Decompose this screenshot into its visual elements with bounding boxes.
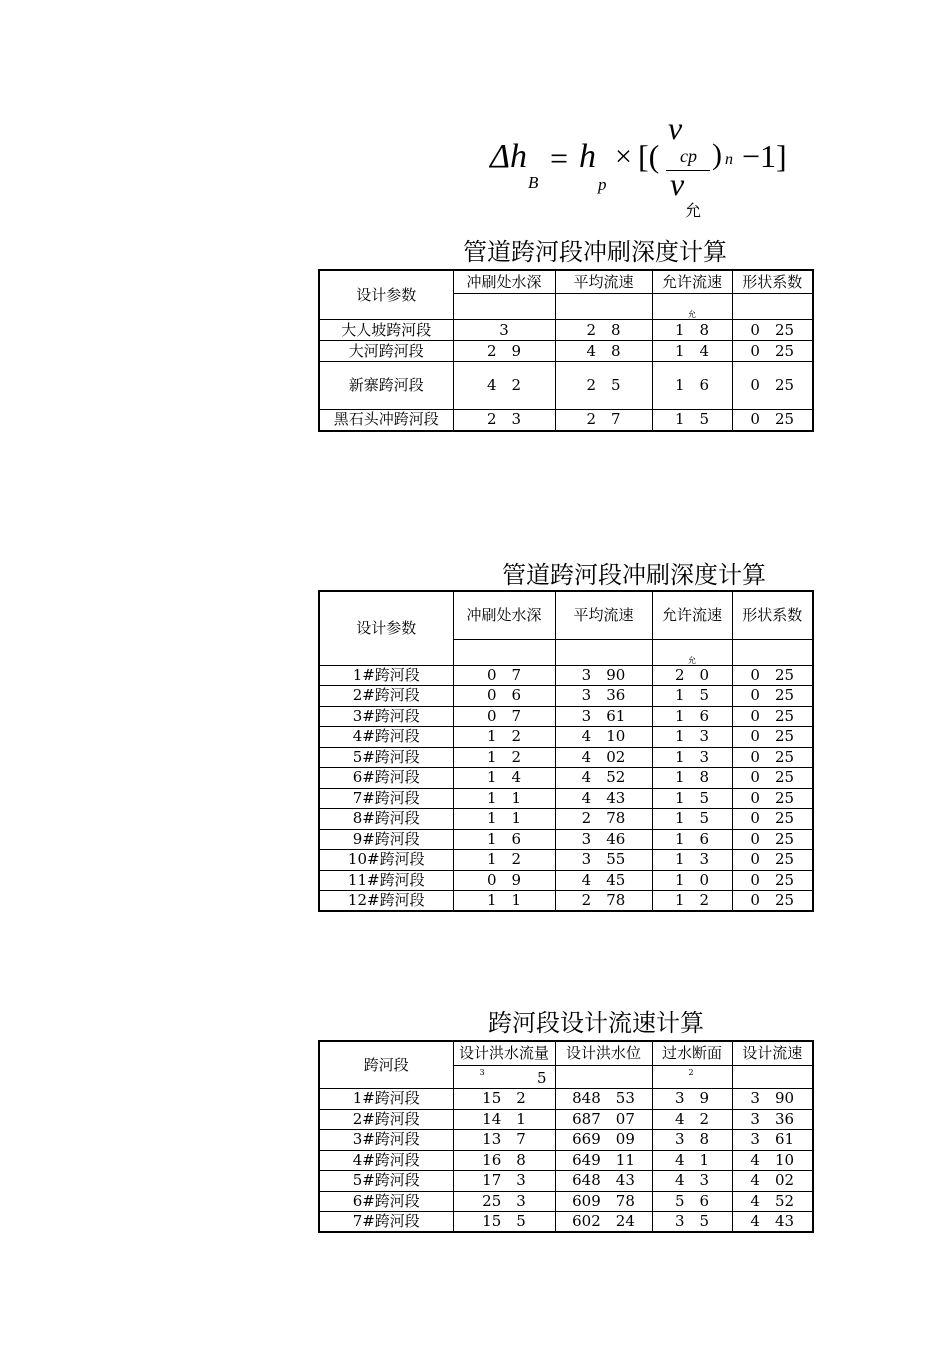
cell-avg: 3 36 [555,686,652,707]
row-name: 7#跨河段 [319,1212,453,1233]
cell-allow: 1 5 [652,410,732,431]
cell-level: 687 07 [555,1109,652,1130]
cell-depth: 0 7 [453,665,555,686]
table-row [319,1191,813,1212]
cell-avg: 2 78 [555,809,652,830]
cell-allow: 1 0 [652,870,732,891]
cell-shape: 0 25 [732,686,813,707]
row-name: 9#跨河段 [319,829,453,850]
cell-area: 3 5 [652,1212,732,1233]
row-name: 黑石头冲跨河段 [319,410,453,431]
table3-param-label: 跨河段 [319,1041,453,1089]
cell-depth: 1 1 [453,891,555,912]
table-row [319,829,813,850]
cell-shape: 0 25 [732,788,813,809]
row-name: 5#跨河段 [319,747,453,768]
table-row [319,788,813,809]
row-name: 4#跨河段 [319,727,453,748]
row-name: 12#跨河段 [319,891,453,912]
cell-flow: 15 5 [453,1212,555,1233]
cell-level: 649 11 [555,1150,652,1171]
cell-depth: 1 4 [453,768,555,789]
table3-unit-flow-sup: 3 [479,1068,485,1078]
table3-unit-speed [732,1066,813,1089]
cell-avg: 2 5 [555,362,652,410]
cell-depth: 1 2 [453,850,555,871]
cell-avg: 4 10 [555,727,652,748]
row-name: 11#跨河段 [319,870,453,891]
row-name: 3#跨河段 [319,706,453,727]
table-row [319,1150,813,1171]
cell-avg: 4 52 [555,768,652,789]
table1-header-allow: 允许流速 [652,270,732,294]
cell-speed: 3 61 [732,1130,813,1151]
cell-depth: 0 6 [453,686,555,707]
cell-depth: 2 9 [453,341,555,362]
cell-area: 3 8 [652,1130,732,1151]
cell-speed: 4 43 [732,1212,813,1233]
row-name: 4#跨河段 [319,1150,453,1171]
cell-flow: 17 3 [453,1171,555,1192]
cell-flow: 13 7 [453,1130,555,1151]
cell-area: 5 6 [652,1191,732,1212]
table1-unit-allow: 允 [652,294,732,320]
cell-depth: 2 3 [453,410,555,431]
cell-allow: 1 4 [652,341,732,362]
cell-allow: 1 3 [652,727,732,748]
table2-unit-depth [453,639,555,665]
formula-exponent-n: n [725,151,733,168]
table3-title: 跨河段设计流速计算 [488,1009,704,1037]
table-row [319,665,813,686]
cell-level: 602 24 [555,1212,652,1233]
table-row [319,1171,813,1192]
cell-depth: 1 6 [453,829,555,850]
table2-unit-allow: 允 [652,639,732,665]
cell-area: 3 9 [652,1089,732,1110]
cell-shape: 0 25 [732,706,813,727]
cell-shape: 0 25 [732,891,813,912]
cell-avg: 4 8 [555,341,652,362]
cell-depth: 3 [453,320,555,341]
scour-formula [490,112,810,224]
table-row [319,768,813,789]
formula-v-bottom: v [670,166,685,202]
table3-body [319,1089,813,1233]
table-row [319,706,813,727]
cell-depth: 1 2 [453,727,555,748]
cell-allow: 1 2 [652,891,732,912]
table-row [319,870,813,891]
flow-speed-table [318,1040,814,1233]
cell-level: 669 09 [555,1130,652,1151]
cell-flow: 16 8 [453,1150,555,1171]
table1-unit-depth [453,294,555,320]
cell-avg: 4 02 [555,747,652,768]
table1-unit-shape [732,294,813,320]
table2-header-allow: 允许流速 [652,591,732,639]
cell-depth: 1 1 [453,809,555,830]
cell-allow: 1 6 [652,362,732,410]
table2-header-shape: 形状系数 [732,591,813,639]
cell-allow: 1 6 [652,706,732,727]
cell-avg: 3 90 [555,665,652,686]
table-row [319,727,813,748]
table-row [319,747,813,768]
table2-param-label: 设计参数 [319,591,453,665]
cell-allow: 2 0 [652,665,732,686]
table-row [319,891,813,912]
cell-shape: 0 25 [732,829,813,850]
table-row [319,1130,813,1151]
cell-speed: 4 52 [732,1191,813,1212]
cell-allow: 1 6 [652,829,732,850]
row-name: 新寨跨河段 [319,362,453,410]
formula-v-top: v [668,110,683,146]
table2-unit-avg [555,639,652,665]
table3-header-flow: 设计洪水流量 [453,1041,555,1066]
row-name: 1#跨河段 [319,665,453,686]
row-name: 10#跨河段 [319,850,453,871]
cell-allow: 1 8 [652,320,732,341]
cell-shape: 0 25 [732,341,813,362]
row-name: 6#跨河段 [319,1191,453,1212]
cell-level: 609 78 [555,1191,652,1212]
cell-area: 4 3 [652,1171,732,1192]
table-row [319,850,813,871]
cell-allow: 1 3 [652,747,732,768]
cell-avg: 3 46 [555,829,652,850]
table2-header-row [319,591,813,639]
row-name: 大人坡跨河段 [319,320,453,341]
table3-header-area: 过水断面 [652,1041,732,1066]
row-name: 6#跨河段 [319,768,453,789]
cell-allow: 1 5 [652,809,732,830]
cell-shape: 0 25 [732,747,813,768]
formula-sub-b: B [528,173,539,192]
formula-open-bracket: [( [638,138,660,174]
cell-shape: 0 25 [732,870,813,891]
table2-header-depth: 冲刷处水深 [453,591,555,639]
cell-depth: 1 2 [453,747,555,768]
cell-speed: 3 36 [732,1109,813,1130]
table1-header-shape: 形状系数 [732,270,813,294]
cell-speed: 4 10 [732,1150,813,1171]
cell-avg: 2 78 [555,891,652,912]
table-row [319,686,813,707]
scour-table-1 [318,269,814,432]
table1-header-depth: 冲刷处水深 [453,270,555,294]
table3-header-row [319,1041,813,1066]
table3-unit-flow [453,1066,555,1089]
cell-allow: 1 8 [652,768,732,789]
table-row [319,1212,813,1233]
formula-h: h [579,138,596,175]
row-name: 3#跨河段 [319,1130,453,1151]
formula-sub-yun: 允 [685,203,702,220]
table1-header-avg: 平均流速 [555,270,652,294]
table-row [319,362,813,410]
cell-shape: 0 25 [732,410,813,431]
cell-avg: 2 8 [555,320,652,341]
formula-times: × [615,140,632,173]
cell-area: 4 1 [652,1150,732,1171]
table2-title: 管道跨河段冲刷深度计算 [502,561,766,589]
formula-equals: = [550,140,569,176]
scour-table-2 [318,590,814,912]
table-row [319,410,813,431]
table3-header-speed: 设计流速 [732,1041,813,1066]
row-name: 1#跨河段 [319,1089,453,1110]
table-row [319,809,813,830]
cell-shape: 0 25 [732,320,813,341]
row-name: 2#跨河段 [319,686,453,707]
formula-sub-p: p [598,175,607,194]
cell-depth: 0 9 [453,870,555,891]
cell-speed: 3 90 [732,1089,813,1110]
table2-header-avg: 平均流速 [555,591,652,639]
row-name: 7#跨河段 [319,788,453,809]
cell-flow: 15 2 [453,1089,555,1110]
formula-delta-h: Δh [490,138,527,175]
cell-level: 648 43 [555,1171,652,1192]
cell-shape: 0 25 [732,727,813,748]
cell-avg: 3 61 [555,706,652,727]
table1-param-label: 设计参数 [319,270,453,320]
table3-unit-area-sup: 2 [688,1068,694,1078]
cell-depth: 4 2 [453,362,555,410]
table3-unit-flow-val: 5 [536,1069,547,1088]
table1-header-row [319,270,813,294]
formula-sub-cp: cp [680,146,697,166]
cell-shape: 0 25 [732,809,813,830]
table-row [319,1109,813,1130]
formula-minus-one: −1] [742,138,787,174]
table-row [319,1089,813,1110]
cell-allow: 1 5 [652,686,732,707]
cell-avg: 2 7 [555,410,652,431]
table-row [319,341,813,362]
row-name: 大河跨河段 [319,341,453,362]
cell-allow: 1 5 [652,788,732,809]
row-name: 2#跨河段 [319,1109,453,1130]
table3-unit-area [652,1066,732,1089]
cell-shape: 0 25 [732,362,813,410]
cell-area: 4 2 [652,1109,732,1130]
table1-unit-avg [555,294,652,320]
table3-unit-level [555,1066,652,1089]
row-name: 8#跨河段 [319,809,453,830]
row-name: 5#跨河段 [319,1171,453,1192]
table2-unit-shape [732,639,813,665]
cell-shape: 0 25 [732,850,813,871]
cell-avg: 3 55 [555,850,652,871]
cell-flow: 25 3 [453,1191,555,1212]
formula-close-paren: ) [712,138,722,171]
cell-shape: 0 25 [732,665,813,686]
cell-depth: 0 7 [453,706,555,727]
cell-shape: 0 25 [732,768,813,789]
table1-title: 管道跨河段冲刷深度计算 [463,238,727,266]
cell-avg: 4 43 [555,788,652,809]
cell-flow: 14 1 [453,1109,555,1130]
table2-body [319,665,813,911]
cell-avg: 4 45 [555,870,652,891]
cell-allow: 1 3 [652,850,732,871]
cell-speed: 4 02 [732,1171,813,1192]
table-row [319,320,813,341]
cell-depth: 1 1 [453,788,555,809]
cell-level: 848 53 [555,1089,652,1110]
table3-header-level: 设计洪水位 [555,1041,652,1066]
